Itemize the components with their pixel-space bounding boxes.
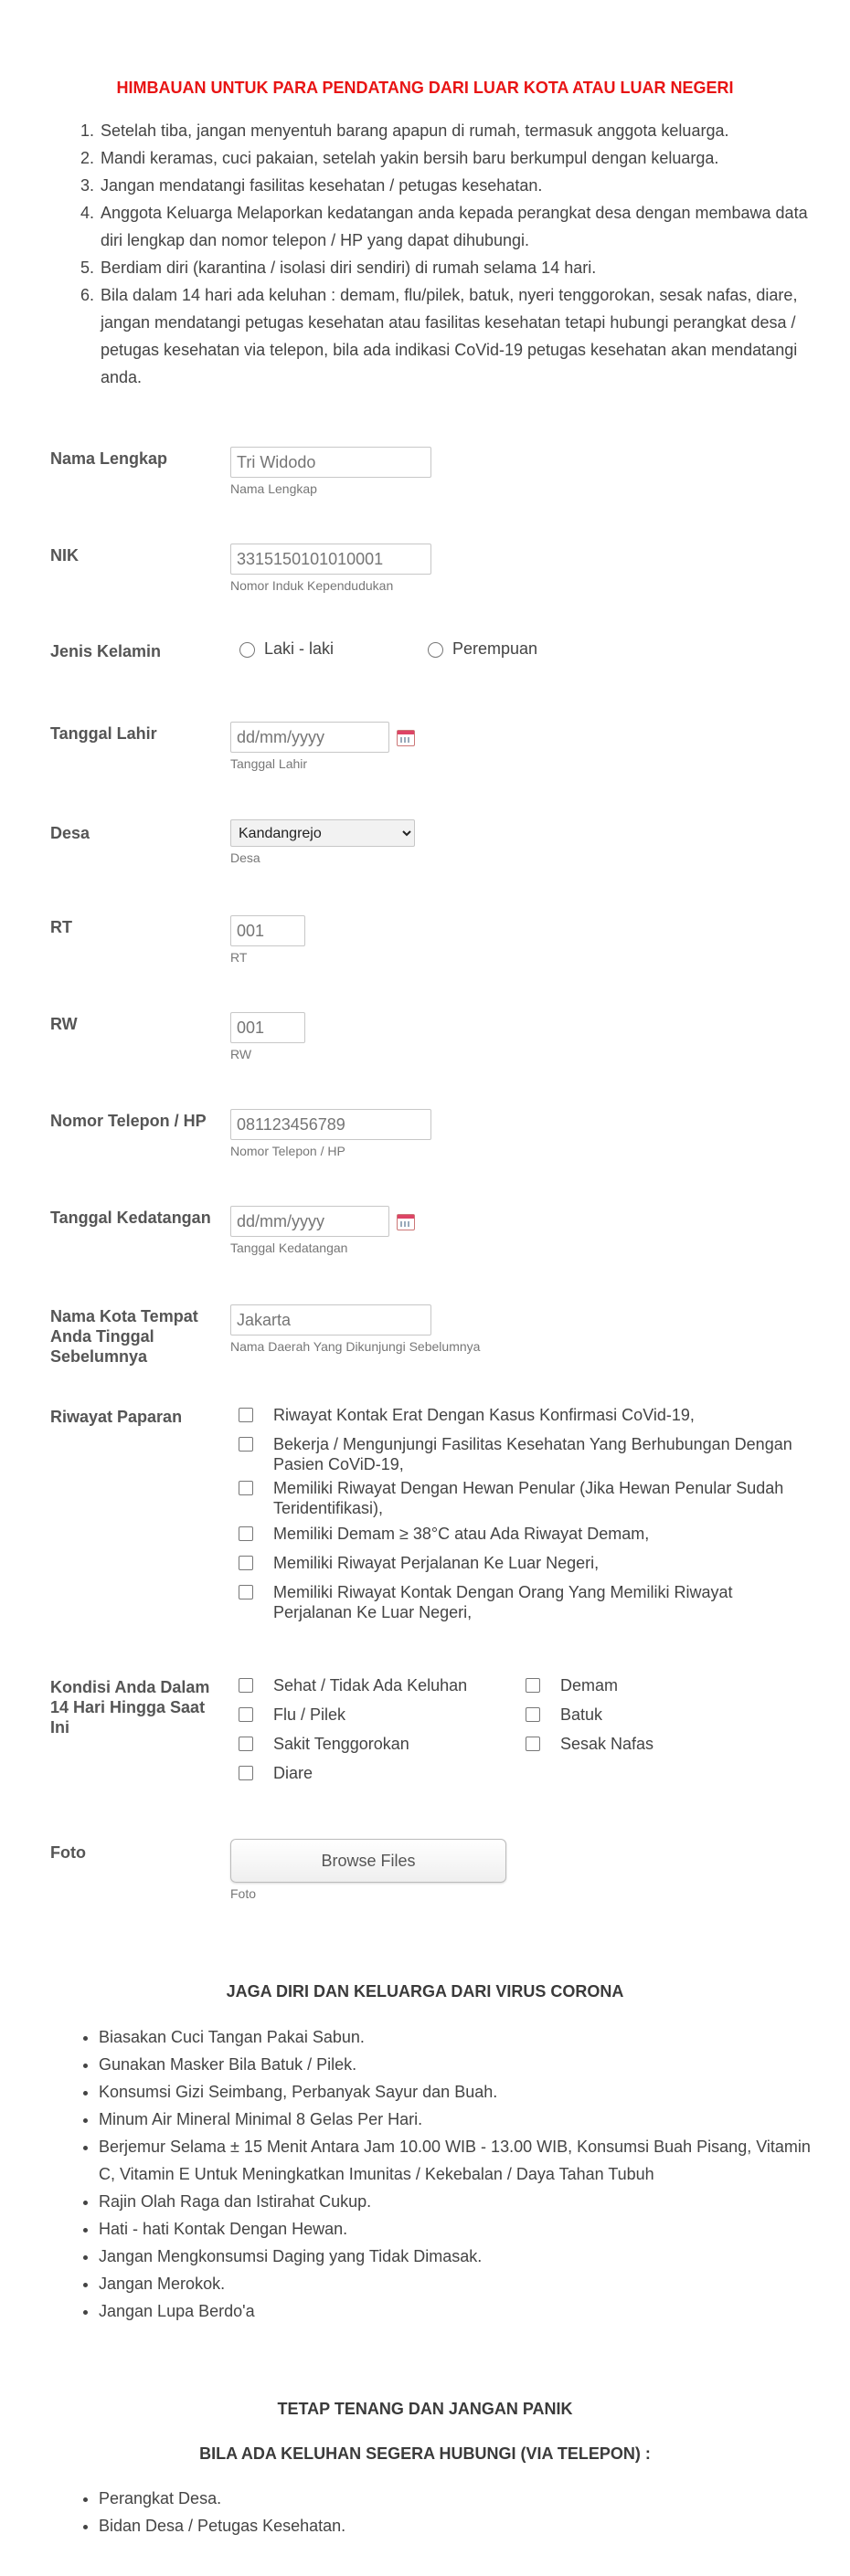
checkbox[interactable] xyxy=(239,1481,253,1495)
lahir-sublabel: Tanggal Lahir xyxy=(230,756,308,771)
browse-files-button[interactable]: Browse Files xyxy=(230,1839,506,1883)
kondisi-option[interactable]: Batuk xyxy=(526,1705,754,1725)
gender-option-male[interactable] xyxy=(239,639,334,659)
checkbox[interactable] xyxy=(239,1437,253,1452)
nama-sublabel: Nama Lengkap xyxy=(230,481,317,496)
tips-title: JAGA DIRI DAN KELUARGA DARI VIRUS CORONA xyxy=(226,1982,624,2001)
checkbox[interactable] xyxy=(239,1737,253,1751)
checkbox[interactable] xyxy=(239,1707,253,1722)
rt-sublabel: RT xyxy=(230,950,248,965)
tips-item: • Rajin Olah Raga dan Istirahat Cukup. xyxy=(99,2188,830,2215)
checkbox[interactable] xyxy=(239,1556,253,1570)
field-row-kondisi xyxy=(50,1675,818,1785)
lahir-date-input[interactable] xyxy=(230,722,389,753)
tips-item: • Jangan Mengkonsumsi Daging yang Tidak Dimasak. xyxy=(99,2243,830,2270)
tips-item: • Biasakan Cuci Tangan Pakai Sabun. xyxy=(99,2023,830,2051)
checkbox[interactable] xyxy=(239,1678,253,1693)
contact-item: • Perangkat Desa. xyxy=(99,2485,830,2512)
radio-button[interactable] xyxy=(239,642,255,658)
kondisi-option[interactable]: Sehat / Tidak Ada Keluhan xyxy=(239,1675,513,1695)
kondisi-label: Kondisi Anda Dalam 14 Hari Hingga Saat Ini xyxy=(50,1678,210,1737)
foto-label: Foto xyxy=(50,1843,86,1862)
nama-input[interactable] xyxy=(230,447,431,478)
notice-item: 5. Berdiam diri (karantina / isolasi diri sendiri) di rumah selama 14 hari. xyxy=(99,254,821,281)
tips-item: • Berjemur Selama ± 15 Menit Antara Jam 10.00 WIB - 13.00 WIB, Konsumsi Buah Pisang, Vitamin C, Vitamin E Untuk Meningkatkan Imunitas / Kekebalan / Daya Tahan Tubuh xyxy=(99,2133,830,2188)
gender-option-male-label: Laki - laki xyxy=(264,639,335,658)
paparan-option[interactable]: Memiliki Riwayat Kontak Dengan Orang Yang Memiliki Riwayat Perjalanan Ke Luar Negeri, xyxy=(239,1582,805,1622)
desa-sublabel: Desa xyxy=(230,850,260,865)
contact-title: BILA ADA KELUHAN SEGERA HUBUNGI (VIA TELEPON) : xyxy=(199,2444,651,2463)
kedatangan-label: Tanggal Kedatangan xyxy=(50,1209,211,1227)
closing-title: TETAP TENANG DAN JANGAN PANIK xyxy=(277,2400,573,2418)
checkbox[interactable] xyxy=(526,1737,540,1751)
paparan-option[interactable]: Memiliki Riwayat Dengan Hewan Penular (Jika Hewan Penular Sudah Teridentifikasi), xyxy=(239,1478,823,1518)
tips-item: • Gunakan Masker Bila Batuk / Pilek. xyxy=(99,2051,830,2078)
kota-label: Nama Kota Tempat Anda Tinggal Sebelumnya xyxy=(50,1307,198,1366)
gender-option-female-label: Perempuan xyxy=(452,639,538,658)
rw-label: RW xyxy=(50,1015,78,1033)
kondisi-option[interactable]: Sakit Tenggorokan xyxy=(239,1734,513,1754)
radio-button[interactable] xyxy=(428,642,443,658)
kota-sublabel: Nama Daerah Yang Dikunjungi Sebelumnya xyxy=(230,1339,481,1354)
foto-sublabel: Foto xyxy=(230,1886,257,1901)
kedatangan-date-input[interactable] xyxy=(230,1206,389,1237)
telepon-label: Nomor Telepon / HP xyxy=(50,1112,207,1130)
gender-option-female[interactable] xyxy=(428,639,537,659)
calendar-icon[interactable] xyxy=(397,730,415,746)
lahir-label: Tanggal Lahir xyxy=(50,724,157,743)
paparan-option[interactable]: Riwayat Kontak Erat Dengan Kasus Konfirmasi CoVid-19, xyxy=(239,1405,805,1425)
checkbox[interactable] xyxy=(239,1766,253,1780)
kondisi-option[interactable]: Demam xyxy=(526,1675,754,1695)
notice-item: 3. Jangan mendatangi fasilitas kesehatan / petugas kesehatan. xyxy=(99,172,821,199)
kondisi-option[interactable]: Diare xyxy=(239,1763,513,1783)
nik-label: NIK xyxy=(50,546,79,565)
gender-label: Jenis Kelamin xyxy=(50,642,162,660)
tips-item: • Hati - hati Kontak Dengan Hewan. xyxy=(99,2215,830,2243)
checkbox[interactable] xyxy=(239,1526,253,1541)
desa-select[interactable] xyxy=(230,819,415,847)
paparan-option[interactable]: Memiliki Riwayat Perjalanan Ke Luar Negeri, xyxy=(239,1553,805,1573)
tips-item: • Jangan Merokok. xyxy=(99,2270,830,2297)
telepon-input[interactable] xyxy=(230,1109,431,1140)
rw-sublabel: RW xyxy=(230,1047,252,1061)
notice-item: 6. Bila dalam 14 hari ada keluhan : demam, flu/pilek, batuk, nyeri tenggorokan, sesak nafas, diare, jangan mendatangi petugas kesehatan atau fasilitas kesehatan tetapi hubungi perangkat desa / petugas kesehatan via telepon, bila ada indikasi CoVid-19 petugas kesehatan akan mendatangi anda. xyxy=(99,281,821,391)
contact-list xyxy=(53,2485,830,2539)
notice-item: 2. Mandi keramas, cuci pakaian, setelah yakin bersih baru berkumpul dengan keluarga. xyxy=(99,144,821,172)
notice-list xyxy=(53,117,821,391)
kedatangan-sublabel: Tanggal Kedatangan xyxy=(230,1240,348,1255)
rt-label: RT xyxy=(50,918,72,936)
field-row-paparan xyxy=(50,1405,818,1633)
nama-label: Nama Lengkap xyxy=(50,449,168,468)
checkbox[interactable] xyxy=(239,1585,253,1599)
checkbox[interactable] xyxy=(526,1678,540,1693)
nik-input[interactable] xyxy=(230,544,431,575)
notice-item: 1. Setelah tiba, jangan menyentuh barang apapun di rumah, termasuk anggota keluarga. xyxy=(99,117,821,144)
kondisi-option[interactable]: Sesak Nafas xyxy=(526,1734,754,1754)
tips-item: • Minum Air Mineral Minimal 8 Gelas Per Hari. xyxy=(99,2106,830,2133)
rt-input[interactable] xyxy=(230,915,305,946)
paparan-option[interactable]: Memiliki Demam ≥ 38°C atau Ada Riwayat Demam, xyxy=(239,1524,805,1544)
tips-item: • Jangan Lupa Berdo'a xyxy=(99,2297,830,2325)
rw-input[interactable] xyxy=(230,1012,305,1043)
tips-list xyxy=(53,2023,830,2325)
telepon-sublabel: Nomor Telepon / HP xyxy=(230,1144,345,1158)
checkbox[interactable] xyxy=(239,1408,253,1422)
contact-item: • Bidan Desa / Petugas Kesehatan. xyxy=(99,2512,830,2539)
kota-input[interactable] xyxy=(230,1304,431,1336)
desa-label: Desa xyxy=(50,824,90,842)
notice-title: HIMBAUAN UNTUK PARA PENDATANG DARI LUAR KOTA ATAU LUAR NEGERI xyxy=(116,79,734,97)
notice-item: 4. Anggota Keluarga Melaporkan kedatangan anda kepada perangkat desa dengan membawa data diri lengkap dan nomor telepon / HP yang dapat dihubungi. xyxy=(99,199,821,254)
tips-item: • Konsumsi Gizi Seimbang, Perbanyak Sayur dan Buah. xyxy=(99,2078,830,2106)
paparan-option[interactable]: Bekerja / Mengunjungi Fasilitas Kesehatan Yang Berhubungan Dengan Pasien CoViD-19, xyxy=(239,1434,805,1474)
checkbox[interactable] xyxy=(526,1707,540,1722)
kondisi-option[interactable]: Flu / Pilek xyxy=(239,1705,513,1725)
paparan-label: Riwayat Paparan xyxy=(50,1408,183,1426)
calendar-icon[interactable] xyxy=(397,1214,415,1230)
nik-sublabel: Nomor Induk Kependudukan xyxy=(230,578,394,593)
